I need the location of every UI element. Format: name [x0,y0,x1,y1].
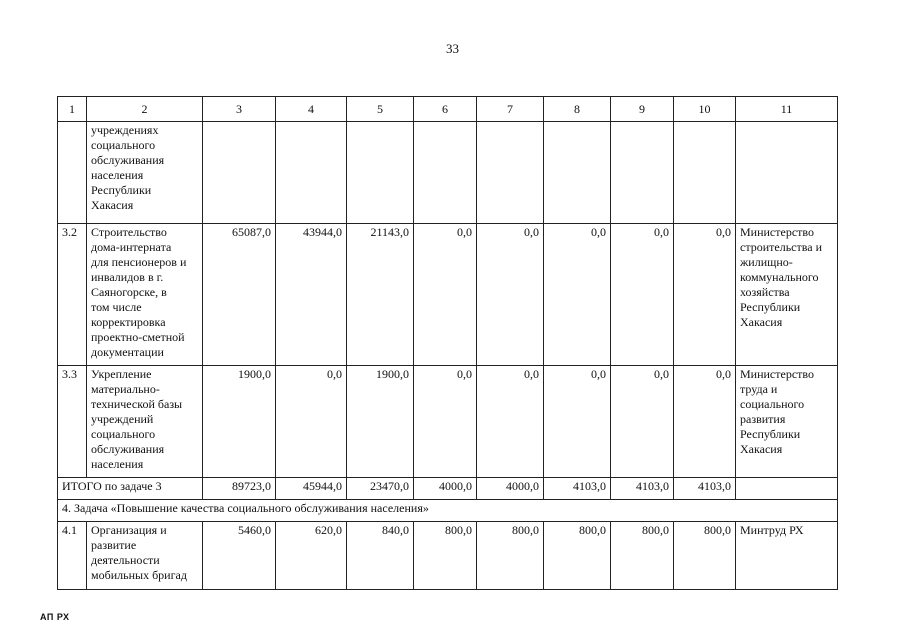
budget-table [57,96,838,590]
header-cell: 3 [203,97,276,122]
total-label: ИТОГО по задаче 3 [58,478,203,500]
section-title: 4. Задача «Повышение качества социального обслуживания населения» [58,500,838,522]
value-cell: 0,0 [414,366,477,478]
value-cell: 21143,0 [347,224,414,366]
value-cell: 5460,0 [203,522,276,590]
value-cell: 0,0 [414,224,477,366]
value-cell: 0,0 [611,366,674,478]
total-value-cell: 4000,0 [477,478,544,500]
value-cell: 0,0 [477,224,544,366]
total-row [58,478,838,500]
value-cell: 800,0 [477,522,544,590]
total-value-cell: 4103,0 [611,478,674,500]
row-name: Строительство дома-интерната для пенсионеров и инвалидов в г. Саяногорске, в том числе корректировка проектно-сметной документации [87,224,203,366]
value-cell: 1900,0 [347,366,414,478]
total-executor [736,478,838,500]
value-cell: 800,0 [414,522,477,590]
row-index: 3.3 [58,366,87,478]
value-cell [276,122,347,224]
row-executor [736,122,838,224]
value-cell [414,122,477,224]
value-cell: 65087,0 [203,224,276,366]
value-cell [611,122,674,224]
table-header-row [58,97,838,122]
value-cell [347,122,414,224]
header-cell: 11 [736,97,838,122]
total-value-cell: 4000,0 [414,478,477,500]
value-cell: 800,0 [544,522,611,590]
row-executor: Министерство строительства и жилищно- коммунального хозяйства Республики Хакасия [736,224,838,366]
page-number: 33 [446,41,459,56]
value-cell: 620,0 [276,522,347,590]
value-cell: 0,0 [674,224,736,366]
value-cell: 0,0 [544,224,611,366]
value-cell: 0,0 [477,366,544,478]
value-cell: 840,0 [347,522,414,590]
header-cell: 10 [674,97,736,122]
value-cell: 800,0 [611,522,674,590]
value-cell: 0,0 [674,366,736,478]
value-cell: 0,0 [611,224,674,366]
value-cell: 0,0 [276,366,347,478]
value-cell: 800,0 [674,522,736,590]
total-value-cell: 23470,0 [347,478,414,500]
row-executor: Минтруд РХ [736,522,838,590]
value-cell: 43944,0 [276,224,347,366]
section-row [58,500,838,522]
total-value-cell: 4103,0 [544,478,611,500]
header-cell: 2 [87,97,203,122]
total-value-cell: 45944,0 [276,478,347,500]
header-cell: 6 [414,97,477,122]
total-value-cell: 89723,0 [203,478,276,500]
value-cell [674,122,736,224]
value-cell: 1900,0 [203,366,276,478]
value-cell [477,122,544,224]
row-executor: Министерство труда и социального развития Республики Хакасия [736,366,838,478]
row-name: Организация и развитие деятельности мобильных бригад [87,522,203,590]
total-value-cell: 4103,0 [674,478,736,500]
header-cell: 7 [477,97,544,122]
table-row [58,522,838,590]
row-name: учреждениях социального обслуживания населения Республики Хакасия [87,122,203,224]
header-cell: 4 [276,97,347,122]
value-cell [203,122,276,224]
table-row [58,366,838,478]
header-cell: 1 [58,97,87,122]
header-cell: 5 [347,97,414,122]
row-index: 4.1 [58,522,87,590]
header-cell: 9 [611,97,674,122]
value-cell [544,122,611,224]
table-row [58,224,838,366]
row-index [58,122,87,224]
header-cell: 8 [544,97,611,122]
row-index: 3.2 [58,224,87,366]
row-name: Укрепление материально- технической базы учреждений социального обслуживания населения [87,366,203,478]
value-cell: 0,0 [544,366,611,478]
table-row [58,122,838,224]
footer-mark: АП РХ [40,612,70,622]
